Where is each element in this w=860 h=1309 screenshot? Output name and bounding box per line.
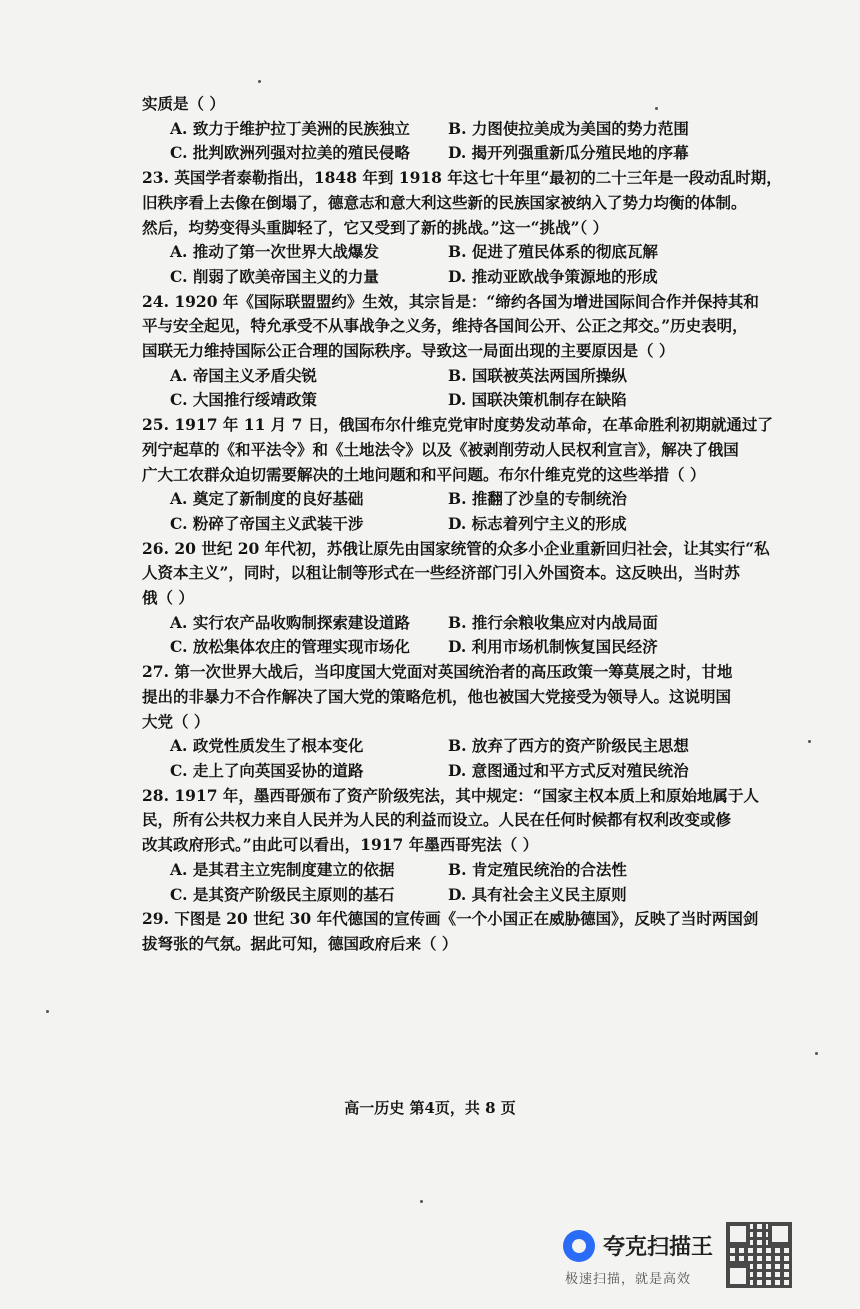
options: [170, 240, 742, 289]
scan-speck: [420, 1200, 423, 1203]
option: C. 削弱了欧美帝国主义的力量: [170, 266, 379, 286]
question-content: [142, 92, 782, 957]
question-line: 提出的非暴力不合作解决了国大党的策略危机，他也被国大党接受为领导人。这说明国: [142, 686, 732, 706]
intro-line: 实质是（ ）: [142, 94, 225, 113]
option: B. 促进了殖民体系的彻底瓦解: [448, 242, 658, 262]
option: A. 奠定了新制度的良好基础: [170, 489, 364, 509]
option: A. 帝国主义矛盾尖锐: [170, 365, 317, 385]
options: [170, 364, 742, 413]
options: [170, 858, 742, 907]
question-line: 29. 下图是 20 世纪 30 年代德国的宣传画《一个小国正在威胁德国》，反映了当时两国剑: [142, 909, 759, 929]
question-24: [142, 290, 759, 414]
question-line: 26. 20 世纪 20 年代初，苏俄让原先由国家统管的众多小企业重新回归社会，让其实行“私: [142, 538, 770, 558]
question-line: 然后，均势变得头重脚轻了，它又受到了新的挑战。”这一“挑战”（ ）: [142, 217, 609, 237]
scan-speck: [46, 1010, 49, 1013]
question-line: 俄（ ）: [142, 588, 194, 608]
option: D. 国联决策机制存在缺陷: [448, 390, 627, 410]
question-28: [142, 784, 759, 908]
question-line: 大党（ ）: [142, 711, 210, 731]
question-line: 人资本主义”，同时，以租让制等形式在一些经济部门引入外国资本。这反映出，当时苏: [142, 563, 740, 583]
question-line: 国联无力维持国际公正合理的国际秩序。导致这一局面出现的主要原因是（ ）: [142, 341, 675, 361]
question-27: [142, 660, 742, 784]
question-line: 改其政府形式。”由此可以看出，1917 年墨西哥宪法（ ）: [142, 835, 539, 855]
option: C. 放松集体农庄的管理实现市场化: [170, 637, 410, 657]
scan-speck: [815, 1052, 818, 1055]
option: C. 批判欧洲列强对拉美的殖民侵略: [170, 143, 410, 163]
scan-speck: [808, 740, 811, 743]
option: A. 是其君主立宪制度建立的依据: [170, 859, 395, 879]
option: C. 走上了向英国妥协的道路: [170, 760, 364, 780]
option: B. 推翻了沙皇的专制统治: [448, 489, 627, 509]
question-line: 28. 1917 年，墨西哥颁布了资产阶级宪法，其中规定：“国家主权本质上和原始地属于人: [142, 785, 759, 805]
option: A. 推动了第一次世界大战爆发: [170, 242, 379, 262]
question-29: [142, 907, 759, 956]
question-line: 24. 1920 年《国际联盟盟约》生效，其宗旨是：“缔约各国为增进国际间合作并保持其和: [142, 291, 759, 311]
option: A. 实行农产品收购制探索建设道路: [170, 612, 410, 632]
options: [170, 611, 742, 660]
options: [170, 487, 742, 536]
question-line: 民，所有公共权力来自人民并为人民的利益而设立。人民在任何时候都有权利改变或修: [142, 810, 732, 830]
option: C. 大国推行绥靖政策: [170, 390, 317, 410]
option: D. 意图通过和平方式反对殖民统治: [448, 760, 689, 780]
scan-speck: [258, 80, 261, 83]
option: A. 致力于维护拉丁美洲的民族独立: [170, 118, 410, 138]
question-line: 广大工农群众迫切需要解决的土地问题和和平问题。布尔什维克党的这些举措（ ）: [142, 464, 706, 484]
watermark-brand: 夸克扫描王: [603, 1235, 714, 1260]
question-line: 平与安全起见，特允承受不从事战争之义务，维持各国间公开、公正之邦交。”历史表明，: [142, 316, 748, 336]
page-footer: 高一历史 第4页，共 8 页: [344, 1099, 516, 1117]
qr-code-icon: [726, 1222, 792, 1288]
option: D. 推动亚欧战争策源地的形成: [448, 266, 658, 286]
question-line: 拔弩张的气氛。据此可知，德国政府后来（ ）: [142, 933, 458, 953]
option: B. 国联被英法两国所操纵: [448, 365, 627, 385]
option: C. 粉碎了帝国主义武装干涉: [170, 513, 364, 533]
watermark-slogan: 极速扫描，就是高效: [565, 1272, 692, 1287]
question-line: 旧秩序看上去像在倒塌了，德意志和意大利这些新的民族国家被纳入了势力均衡的体制。: [142, 192, 747, 212]
option: B. 力图使拉美成为美国的势力范围: [448, 118, 689, 138]
option: A. 政党性质发生了根本变化: [170, 736, 364, 756]
option: B. 肯定殖民统治的合法性: [448, 859, 627, 879]
scan-speck: [655, 107, 658, 110]
scanner-watermark: [563, 1222, 843, 1292]
question-line: 25. 1917 年 11 月 7 日，俄国布尔什维克党审时度势发动革命，在革命胜利初期就通过了: [142, 415, 773, 435]
question-line: 列宁起草的《和平法令》和《土地法令》以及《被剥削劳动人民权利宣言》，解决了俄国: [142, 439, 739, 459]
option: D. 揭开列强重新瓜分殖民地的序幕: [448, 143, 689, 163]
question-line: 23. 英国学者泰勒指出，1848 年到 1918 年这七十年里“最初的二十三年是一段动乱时期，: [142, 168, 782, 188]
intro-options: [170, 117, 742, 166]
option: B. 放弃了西方的资产阶级民主思想: [448, 736, 689, 756]
scanner-logo-icon: [563, 1230, 595, 1262]
option: D. 具有社会主义民主原则: [448, 884, 627, 904]
question-25: [142, 413, 773, 537]
question-line: 27. 第一次世界大战后，当印度国大党面对英国统治者的高压政策一筹莫展之时，甘地: [142, 662, 733, 682]
question-23: [142, 166, 782, 290]
option: B. 推行余粮收集应对内战局面: [448, 612, 658, 632]
options: [170, 734, 742, 783]
option: C. 是其资产阶级民主原则的基石: [170, 884, 395, 904]
question-26: [142, 537, 770, 661]
option: D. 利用市场机制恢复国民经济: [448, 637, 658, 657]
option: D. 标志着列宁主义的形成: [448, 513, 627, 533]
